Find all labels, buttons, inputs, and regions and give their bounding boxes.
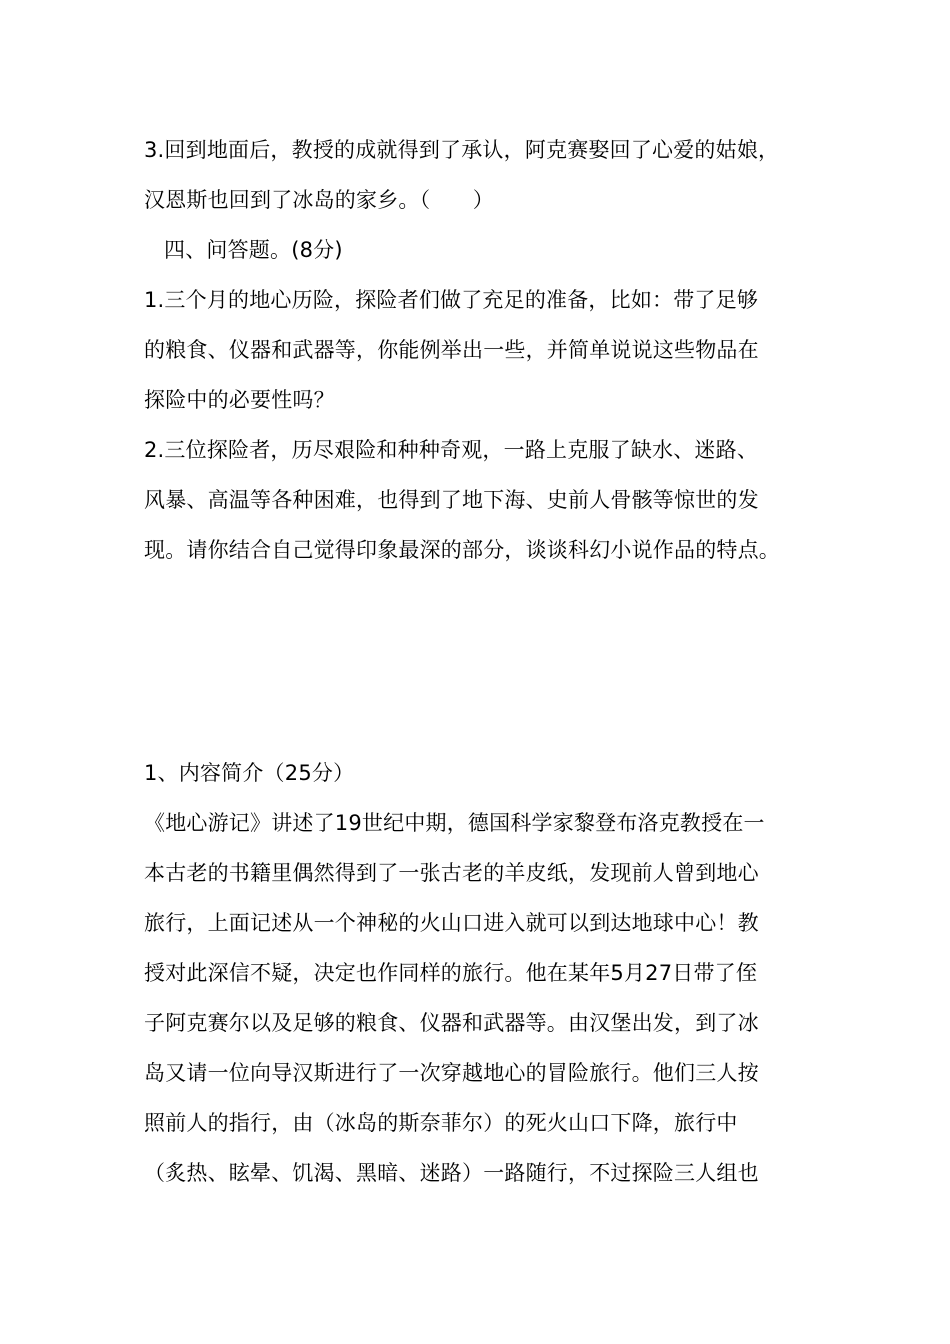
answer-paragraph-line: 本古老的书籍里偶然得到了一张古老的羊皮纸，发现前人曾到地心 bbox=[144, 861, 759, 885]
answer-paragraph-line: 子阿克赛尔以及足够的粮食、仪器和武器等。由汉堡出发，到了冰 bbox=[144, 1011, 759, 1035]
question-2-line-2: 风暴、高温等各种困难，也得到了地下海、史前人骨骸等惊世的发 bbox=[144, 488, 759, 512]
answer-paragraph-line: 授对此深信不疑，决定也作同样的旅行。他在某年5月27日带了侄 bbox=[144, 961, 758, 985]
question-1-line-1: 1.三个月的地心历险，探险者们做了充足的准备，比如：带了足够 bbox=[144, 288, 759, 312]
judgement-item-3-line-1: 3.回到地面后，教授的成就得到了承认，阿克赛娶回了心爱的姑娘， bbox=[144, 138, 780, 162]
answer-section-heading: 1、内容简介（25分） bbox=[144, 761, 355, 785]
questions-section-heading: 四、问答题。(8分) bbox=[164, 238, 343, 262]
answer-paragraph-line: 旅行，上面记述从一个神秘的火山口进入就可以到达地球中心！教 bbox=[144, 911, 759, 935]
answer-paragraph-line: （炙热、眩晕、饥渴、黑暗、迷路）一路随行，不过探险三人组也 bbox=[144, 1161, 759, 1185]
judgement-item-3-line-2: 汉恩斯也回到了冰岛的家乡。（ ） bbox=[144, 188, 494, 212]
answer-paragraph-line: 岛又请一位向导汉斯进行了一次穿越地心的冒险旅行。他们三人按 bbox=[144, 1061, 759, 1085]
answer-paragraph-line: 照前人的指行，由（冰岛的斯奈菲尔）的死火山口下降，旅行中 bbox=[144, 1111, 738, 1135]
answer-paragraph-line: 《地心游记》讲述了19世纪中期，德国科学家黎登布洛克教授在一 bbox=[144, 811, 765, 835]
question-1-line-2: 的粮食、仪器和武器等，你能例举出一些，并简单说说这些物品在 bbox=[144, 338, 759, 362]
question-2-line-1: 2.三位探险者，历尽艰险和种种奇观，一路上克服了缺水、迷路、 bbox=[144, 438, 759, 462]
question-1-line-3: 探险中的必要性吗？ bbox=[144, 388, 335, 412]
question-2-line-3: 现。请你结合自己觉得印象最深的部分，谈谈科幻小说作品的特点。 bbox=[144, 538, 780, 562]
